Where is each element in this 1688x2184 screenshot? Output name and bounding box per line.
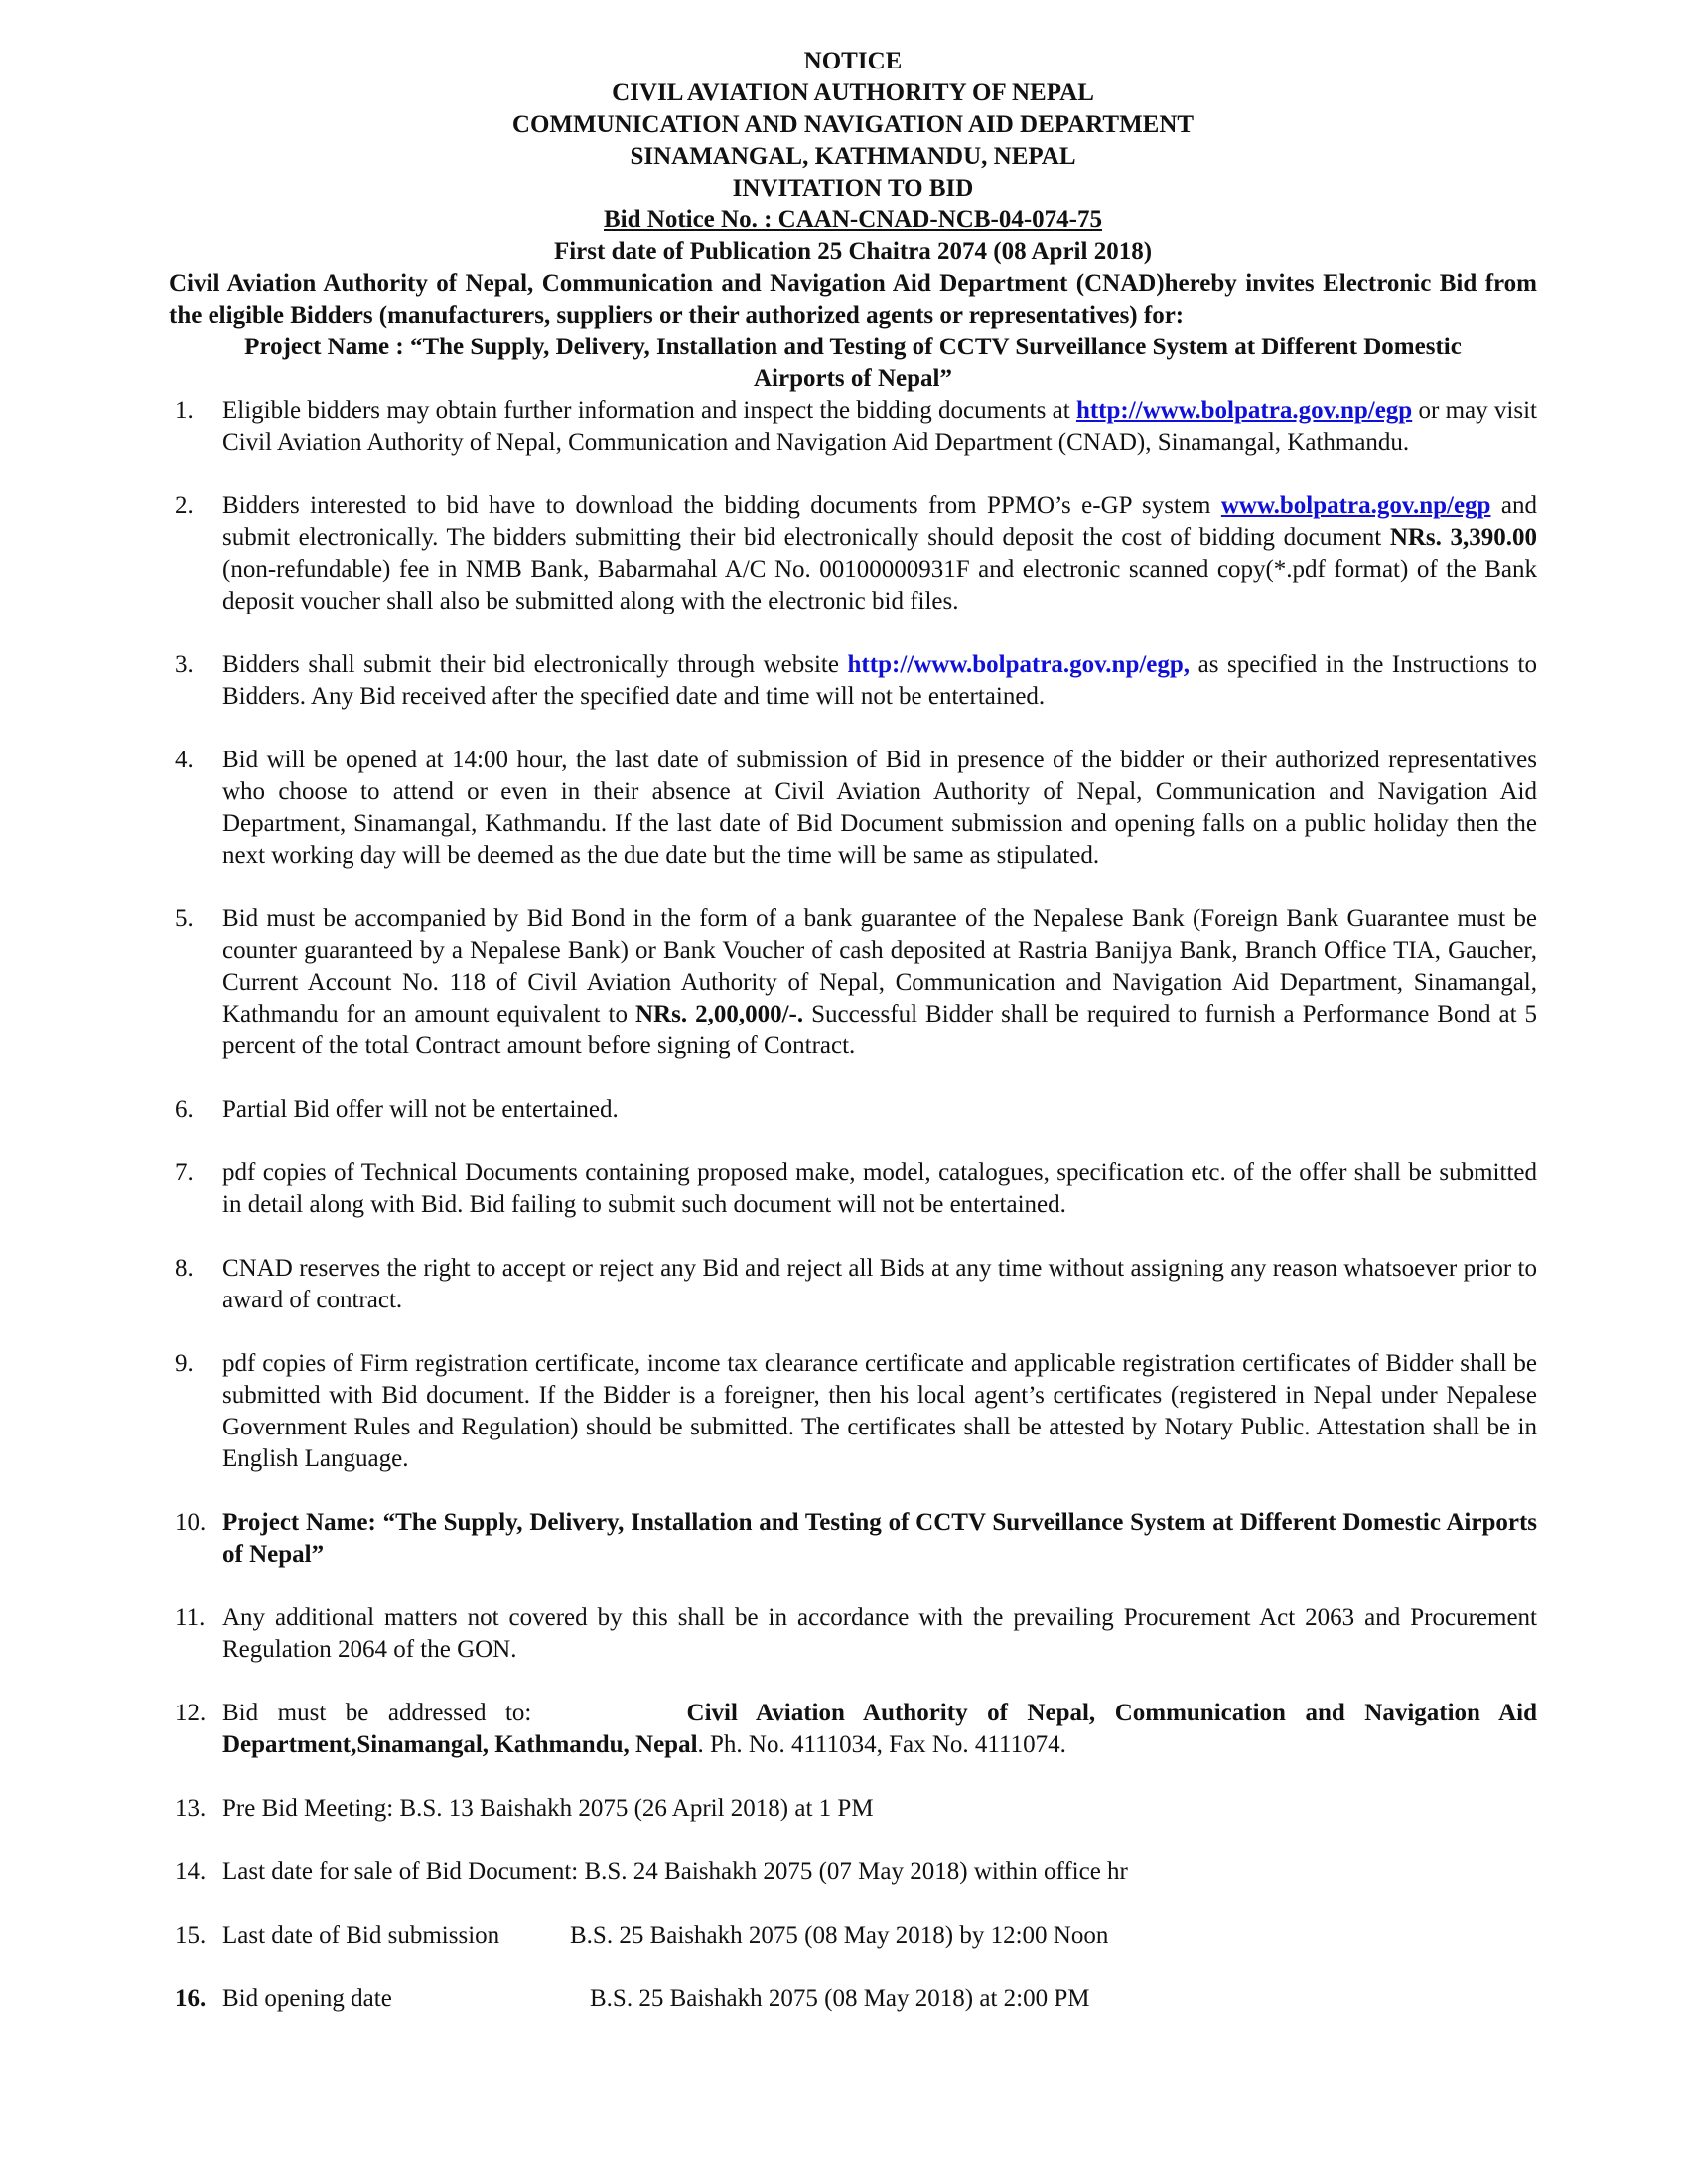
item-number: 16.: [175, 1985, 207, 2012]
list-item: [169, 649, 1537, 713]
list-item: [169, 1253, 1537, 1316]
publication-date: First date of Publication 25 Chaitra 2074 (08 April 2018): [553, 238, 1153, 265]
item-label: Last date of Bid submission: [222, 1922, 500, 1949]
item-text: as specified in the Instructions to Bidders. Any Bid received after the specified date and time will not be entertained.: [222, 651, 1537, 710]
item-text: pdf copies of Firm registration certificate, income tax clearance certificate and applicable registration certificates of Bidder shall be submitted with Bid document. If the Bidder is a foreigner, then his local agent’s certificates (registered in Nepal under Nepalese Government Rules and Regulation) should be submitted. The certificates shall be attested by Notary Public. Attestation shall be in English Language.: [222, 1350, 1537, 1472]
list-item: [169, 1920, 1537, 1952]
item-number: 8.: [175, 1255, 194, 1282]
item-text: and submit electronically. The bidders submitting their bid electronically should deposit the cost of bidding document: [222, 492, 1537, 551]
project-name: Project Name: “The Supply, Delivery, Installation and Testing of CCTV Surveillance System at Different Domestic Airports of Nepal”: [222, 1509, 1537, 1568]
item-number: 1.: [175, 397, 194, 424]
item-text: Bid will be opened at 14:00 hour, the last date of submission of Bid in presence of the bidder or their authorized representatives who choose to attend or even in their absence at Civil Aviation Authority of Nepal, Communication and Navigation Aid Department, Sinamangal, Kathmandu. If the last date of Bid Document submission and opening falls on a public holiday then the next working day will be deemed as the due date but the time will be same as stipulated.: [222, 747, 1537, 869]
list-item: [169, 903, 1537, 1062]
item-number: 9.: [175, 1350, 194, 1377]
item-number: 10.: [175, 1509, 207, 1536]
contact-numbers: . Ph. No. 4111034, Fax No. 4111074.: [697, 1731, 1066, 1758]
item-number: 2.: [175, 492, 194, 519]
item-number: 15.: [175, 1922, 207, 1949]
list-item: [169, 1602, 1537, 1666]
bid-bond-amount: NRs. 2,00,000/-.: [634, 1001, 804, 1027]
item-number: 5.: [175, 905, 194, 932]
item-text: Bidders shall submit their bid electronically through website: [222, 651, 848, 678]
last-sale-date: Last date for sale of Bid Document: B.S. 24 Baishakh 2075 (07 May 2018) within office hr: [222, 1858, 1128, 1885]
list-item: [169, 1856, 1537, 1888]
bolpatra-link[interactable]: http://www.bolpatra.gov.np/egp: [1075, 397, 1413, 424]
notice-header: [169, 46, 1537, 268]
list-item: [169, 745, 1537, 872]
item-text: Any additional matters not covered by this shall be in accordance with the prevailing Procurement Act 2063 and Procurement Regulation 2064 of the GON.: [222, 1604, 1537, 1663]
terms-list: [169, 395, 1537, 2015]
bid-notice-number: Bid Notice No. : CAAN-CNAD-NCB-04-074-75: [603, 206, 1102, 233]
item-number: 12.: [175, 1700, 207, 1726]
bolpatra-link[interactable]: http://www.bolpatra.gov.np/egp,: [847, 651, 1191, 678]
list-item: [169, 1094, 1537, 1126]
item-number: 11.: [175, 1604, 206, 1631]
item-label: Bid must be addressed to:: [222, 1700, 532, 1726]
item-label: Bid opening date: [222, 1985, 392, 2012]
notice-label: NOTICE: [803, 48, 903, 74]
item-text: (non-refundable) fee in NMB Bank, Babarmahal A/C No. 00100000931F and electronic scanned copy(*.pdf format) of the Bank deposit voucher shall also be submitted along with the electronic bid files.: [222, 556, 1537, 614]
list-item: [169, 1793, 1537, 1825]
item-text: Bid must be accompanied by Bid Bond in the form of a bank guarantee of the Nepalese Bank (Foreign Bank Guarantee must be counter guaranteed by a Nepalese Bank) or Bank Voucher of cash deposited at Rastria Banijya Bank, Branch Office TIA, Gaucher, Current Account No. 118 of Civil Aviation Authority of Nepal, Communication and Navigation Aid Department, Sinamangal, Kathmandu for an amount equivalent to: [222, 905, 1537, 1027]
item-number: 14.: [175, 1858, 207, 1885]
pre-bid-meeting: Pre Bid Meeting: B.S. 13 Baishakh 2075 (26 April 2018) at 1 PM: [222, 1795, 874, 1822]
item-number: 3.: [175, 651, 194, 678]
list-item: [169, 1983, 1537, 2015]
opening-date: B.S. 25 Baishakh 2075 (08 May 2018) at 2:00 PM: [590, 1985, 1090, 2012]
intro-paragraph: Civil Aviation Authority of Nepal, Communication and Navigation Aid Department (CNAD)hereby invites Electronic Bid from the eligible Bidders (manufacturers, suppliers or their authorized agents or representatives) for:: [169, 270, 1537, 329]
list-item: [169, 1348, 1537, 1475]
list-item: [169, 395, 1537, 459]
submission-deadline: B.S. 25 Baishakh 2075 (08 May 2018) by 12:00 Noon: [570, 1922, 1109, 1949]
document-fee-amount: NRs. 3,390.00: [1389, 524, 1538, 551]
item-number: 6.: [175, 1096, 194, 1123]
item-number: 13.: [175, 1795, 207, 1822]
list-item: [169, 1698, 1537, 1761]
item-text: Bidders interested to bid have to download the bidding documents from PPMO’s e-GP system: [222, 492, 1221, 519]
project-name-heading: Project Name : “The Supply, Delivery, Installation and Testing of CCTV Surveillance System at Different Domestic Airports of Nepal”: [244, 334, 1462, 392]
item-text: pdf copies of Technical Documents containing proposed make, model, catalogues, specification etc. of the offer shall be submitted in detail along with Bid. Bid failing to submit such document will not be entertained.: [222, 1160, 1537, 1218]
list-item: [169, 490, 1537, 617]
item-text: Successful Bidder shall be required to furnish a Performance Bond at 5 percent of the total Contract amount before signing of Contract.: [222, 1001, 1538, 1059]
notice-document: [169, 46, 1537, 2047]
item-number: 7.: [175, 1160, 194, 1186]
organization-name: CIVIL AVIATION AUTHORITY OF NEPAL: [612, 79, 1094, 106]
bid-address: Civil Aviation Authority of Nepal, Communication and Navigation Aid Department,Sinamangal, Kathmandu, Nepal: [222, 1700, 1537, 1758]
department-name: COMMUNICATION AND NAVIGATION AID DEPARTMENT: [511, 111, 1195, 138]
item-text: CNAD reserves the right to accept or reject any Bid and reject all Bids at any time without assigning any reason whatsoever prior to award of contract.: [222, 1255, 1537, 1313]
item-text: Eligible bidders may obtain further information and inspect the bidding documents at: [222, 397, 1076, 424]
organization-address: SINAMANGAL, KATHMANDU, NEPAL: [630, 143, 1076, 170]
list-item: [169, 1507, 1537, 1570]
document-title: INVITATION TO BID: [732, 175, 974, 202]
list-item: [169, 1158, 1537, 1221]
item-number: 4.: [175, 747, 194, 773]
item-text: Partial Bid offer will not be entertained.: [222, 1096, 619, 1123]
item-text: or may visit Civil Aviation Authority of Nepal, Communication and Navigation Aid Department (CNAD), Sinamangal, Kathmandu.: [222, 397, 1537, 456]
bolpatra-link[interactable]: www.bolpatra.gov.np/egp: [1220, 492, 1491, 519]
